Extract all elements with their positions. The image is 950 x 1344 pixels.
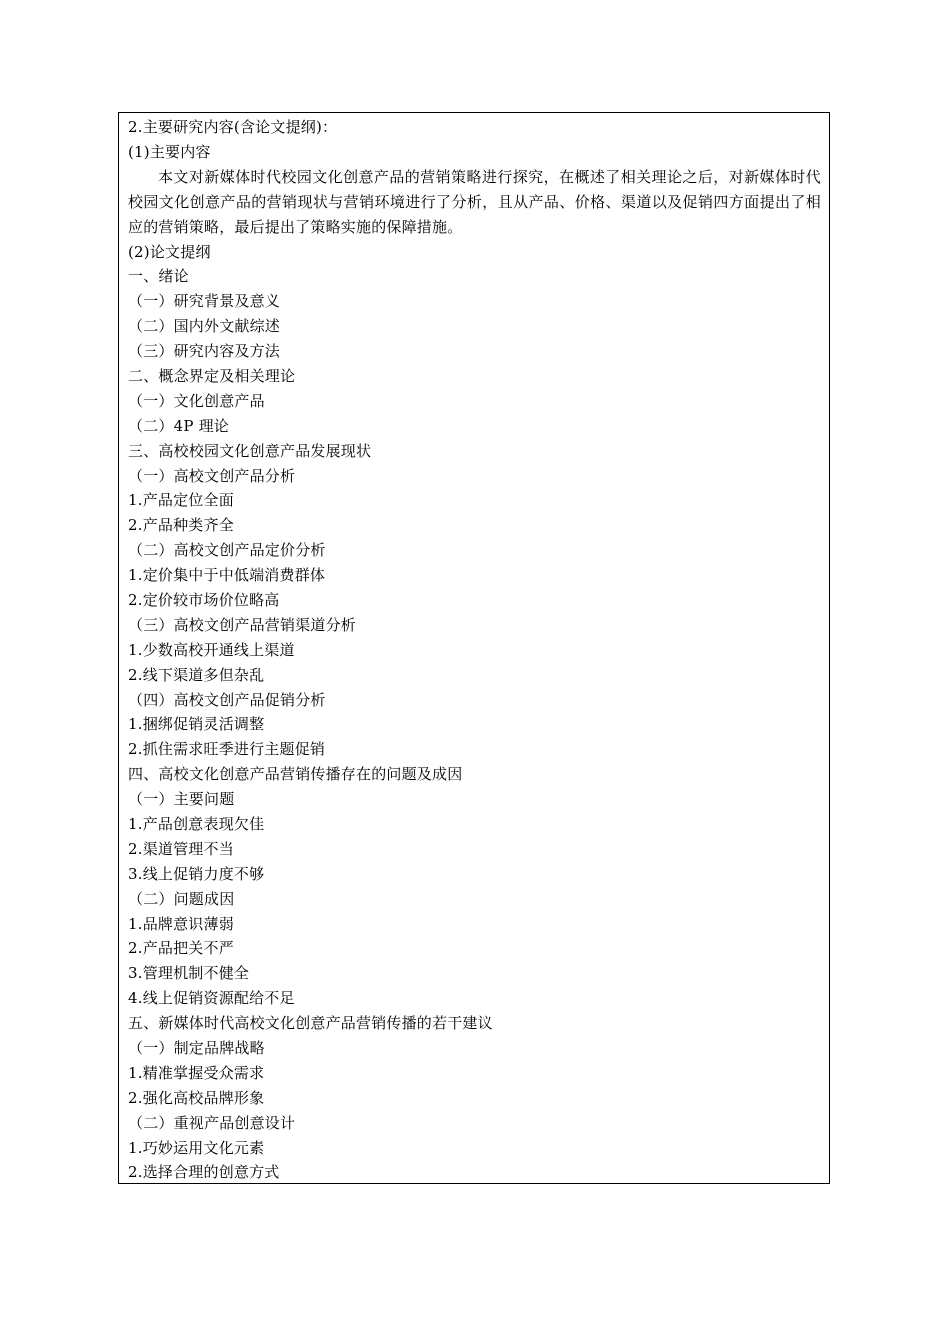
outline-item: 2.线下渠道多但杂乱 (128, 665, 265, 684)
outline-item: （一）研究背景及意义 (128, 292, 281, 311)
outline-item: （四）高校文创产品促销分析 (128, 690, 326, 709)
outline-item: 4.线上促销资源配给不足 (128, 989, 295, 1008)
outline-item: 一、绪论 (128, 267, 189, 286)
outline-item: （二）国内外文献综述 (128, 317, 281, 336)
outline-item: 2.强化高校品牌形象 (128, 1088, 265, 1107)
outline-item: （二）重视产品创意设计 (128, 1113, 296, 1132)
outline-item: （一）文化创意产品 (128, 391, 265, 410)
outline-item: （一）高校文创产品分析 (128, 466, 296, 485)
content-box (118, 112, 830, 1184)
outline-item: （一）制定品牌战略 (128, 1039, 265, 1057)
outline-item: 2.选择合理的创意方式 (128, 1163, 280, 1182)
outline-item: 2.渠道管理不当 (128, 839, 234, 858)
outline-item: 1.定价集中于中低端消费群体 (128, 566, 326, 585)
outline-item: 1.产品创意表现欠佳 (128, 814, 265, 833)
outline-item: 1.产品定位全面 (128, 491, 234, 510)
outline-item: （三）高校文创产品营销渠道分析 (128, 615, 357, 634)
outline-item: 三、高校校园文化创意产品发展现状 (128, 441, 372, 460)
outline-item: 1.精准掌握受众需求 (128, 1063, 265, 1082)
outline-item: 2.产品种类齐全 (128, 516, 234, 535)
outline-item: 四、高校文化创意产品营销传播存在的问题及成因 (128, 765, 463, 784)
outline-item: 五、新媒体时代高校文化创意产品营销传播的若干建议 (128, 1014, 493, 1033)
outline-item: 1.少数高校开通线上渠道 (128, 640, 295, 659)
outline-item: 2.产品把关不严 (128, 939, 234, 958)
outline-item: （二）高校文创产品定价分析 (128, 541, 326, 560)
main-content-paragraph: 本文对新媒体时代校园文化创意产品的营销策略进行探究，在概述了相关理论之后，对新媒体时代校园文化创意产品的营销现状与营销环境进行了分析，且从产品、价格、渠道以及促销四方面提出了相应的营销策略，最后提出了策略实施的保障措施。 (128, 167, 821, 236)
outline-item: 1.捆绑促销灵活调整 (128, 715, 265, 734)
outline-item: 1.品牌意识薄弱 (128, 914, 234, 933)
section-heading: 2.主要研究内容(含论文提纲)： (128, 118, 338, 136)
outline-item: 二、概念界定及相关理论 (128, 366, 296, 385)
outline-item: 3.管理机制不健全 (128, 964, 250, 983)
outline-item: 1.巧妙运用文化元素 (128, 1138, 265, 1157)
outline-item: （二）4P 理论 (128, 416, 230, 435)
outline-heading: (2)论文提纲 (128, 242, 211, 261)
outline-item: 2.抓住需求旺季进行主题促销 (128, 740, 326, 759)
outline-list (128, 264, 821, 1185)
outline-item: （一）主要问题 (128, 790, 235, 809)
outline-item: 3.线上促销力度不够 (128, 864, 265, 883)
outline-item: （三）研究内容及方法 (128, 342, 281, 361)
outline-item: （二）问题成因 (128, 889, 235, 908)
outline-item: 2.定价较市场价位略高 (128, 590, 280, 609)
main-content-heading: (1)主要内容 (128, 142, 211, 161)
